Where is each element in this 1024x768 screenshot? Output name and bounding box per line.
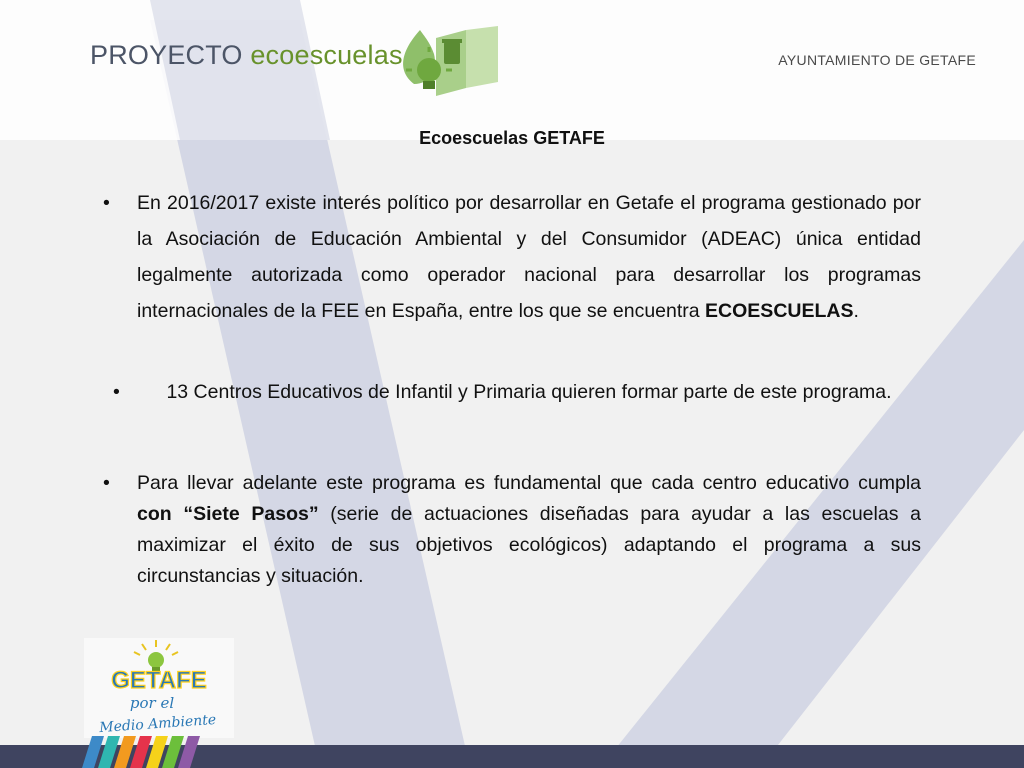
- getafe-medio-ambiente-logo: [84, 638, 234, 738]
- ecoescuelas-logo-icon: [396, 24, 506, 100]
- brand-title: [90, 40, 403, 71]
- organization-name: AYUNTAMIENTO DE GETAFE: [778, 52, 976, 68]
- bullet-3-bold: con “Siete Pasos”: [137, 503, 319, 525]
- brand-title-ecoescuelas: ecoescuelas: [250, 40, 403, 70]
- logo-medio-ambiente-text: Medio Ambiente: [98, 711, 217, 737]
- bullet-1-bold: ECOESCUELAS: [705, 300, 854, 322]
- bullet-3-end: (serie de actuaciones diseñadas para ayudar a las escuelas a maximizar el éxito de sus objetivos ecológicos) adaptando el programa a sus circunstancias y situación.: [137, 503, 921, 587]
- bullet-item-1: [103, 185, 921, 329]
- slide-title: Ecoescuelas GETAFE: [419, 128, 605, 148]
- logo-getafe-text: GETAFE: [111, 667, 207, 694]
- bullet-dot: •: [103, 472, 110, 494]
- bullet-1-text: En 2016/2017 existe interés político por desarrollar en Getafe el programa gestionado por la Asociación de Educación Ambiental y del Consumidor (ADEAC) única entidad legalmente autorizada como operador nacional para desarrollar los programas internacionales de la FEE en España, entre los que se encuentra: [137, 192, 921, 322]
- bullet-item-2: [113, 377, 921, 408]
- bullet-2-text: 13 Centros Educativos de Infantil y Primaria quieren formar parte de este programa.: [166, 381, 892, 403]
- bullet-item-3: [103, 468, 921, 592]
- bullet-3-text: Para llevar adelante este programa es fundamental que cada centro educativo cumpla: [137, 472, 921, 494]
- bullet-1-end: .: [853, 300, 859, 322]
- logo-por-el-text: por el: [129, 694, 175, 712]
- bullet-dot: •: [113, 381, 120, 403]
- bullet-dot: •: [103, 192, 110, 214]
- color-stripes: [80, 736, 240, 768]
- brand-title-proyecto: PROYECTO: [90, 40, 243, 70]
